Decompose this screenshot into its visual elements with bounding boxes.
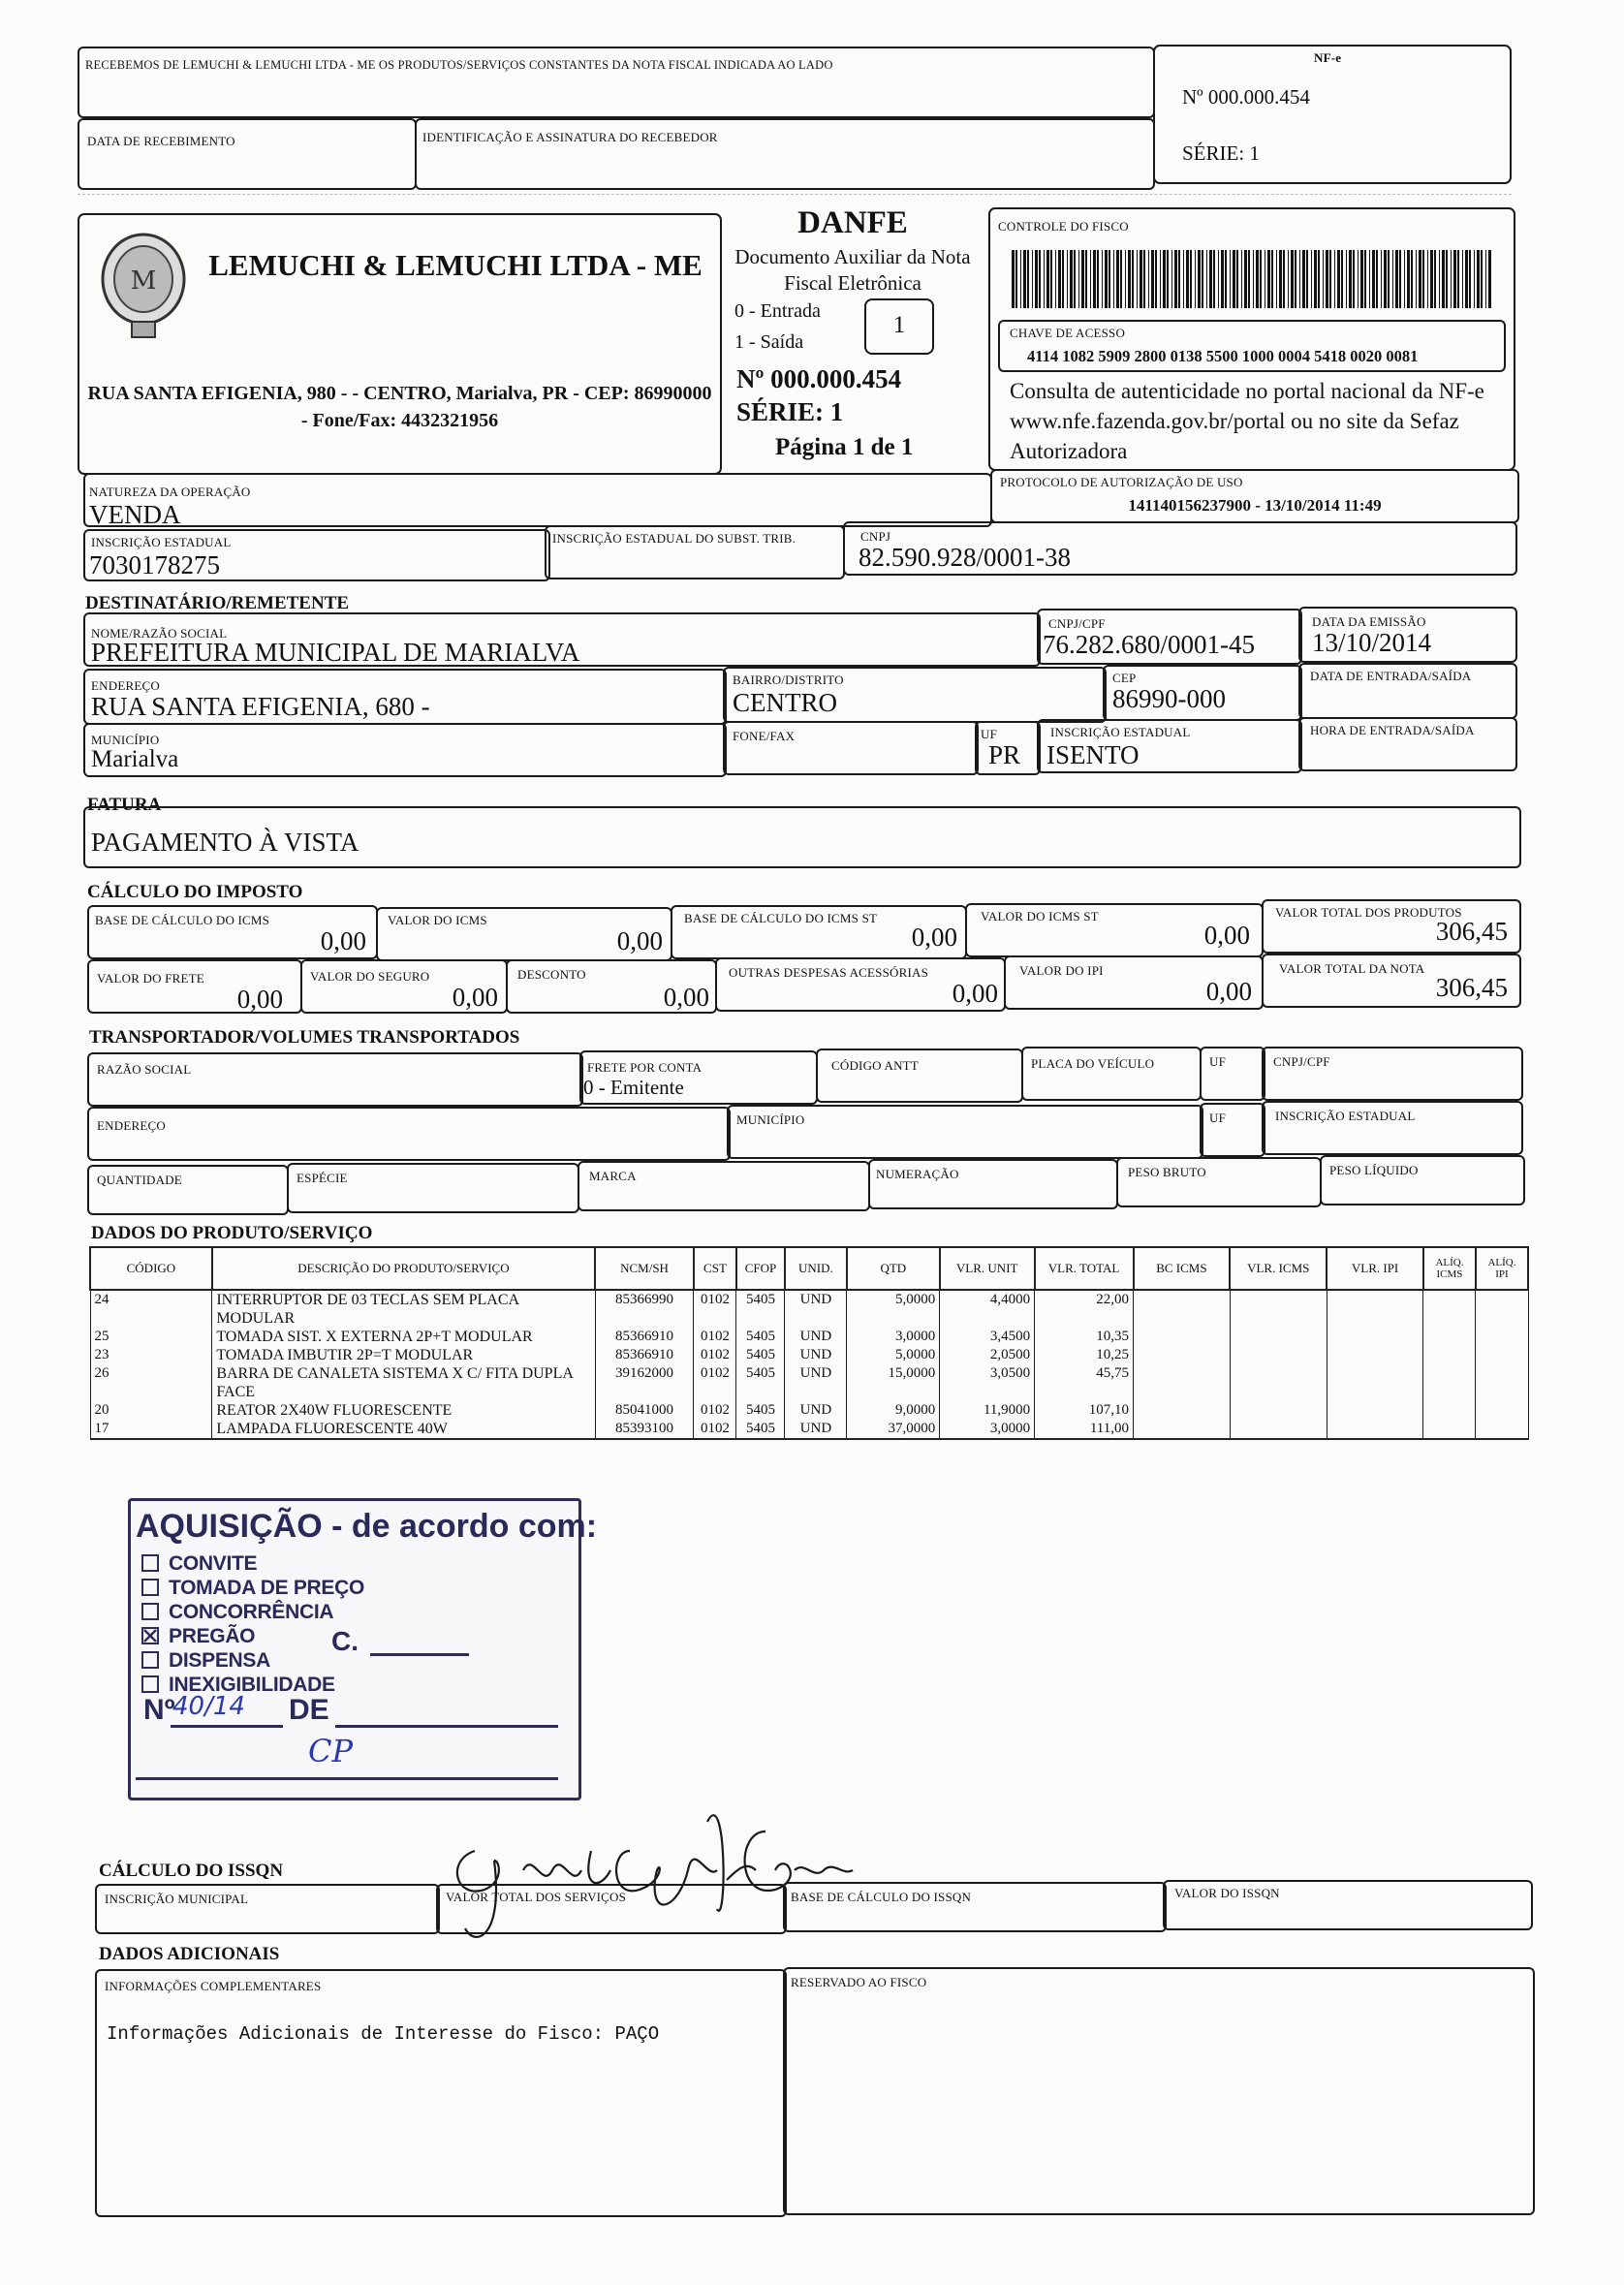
bc-st: 0,00	[911, 923, 957, 952]
cell-empty	[1476, 1401, 1528, 1420]
dest-uf-label: UF	[981, 727, 998, 741]
transp-razao-label: RAZÃO SOCIAL	[97, 1062, 192, 1077]
transp-razao-box	[87, 1052, 583, 1107]
table-row	[90, 1346, 1528, 1364]
natureza-valor: VENDA	[89, 500, 181, 529]
issqn-section: CÁLCULO DO ISSQN	[99, 1861, 284, 1881]
cell-cfop: 5405	[736, 1346, 785, 1364]
col-aliq-icms: ALÍQ. ICMS	[1423, 1247, 1476, 1290]
transp-numeracao-label: NUMERAÇÃO	[876, 1167, 959, 1181]
dest-cep: 86990-000	[1112, 684, 1226, 713]
col-descricao: DESCRIÇÃO DO PRODUTO/SERVIÇO	[212, 1247, 595, 1290]
transp-qtd-label: QUANTIDADE	[97, 1173, 182, 1187]
total-nota-label: VALOR TOTAL DA NOTA	[1279, 961, 1425, 976]
protocolo-label: PROTOCOLO DE AUTORIZAÇÃO DE USO	[1000, 475, 1243, 489]
imposto-section: CÁLCULO DO IMPOSTO	[87, 882, 303, 902]
cell-unid: UND	[785, 1364, 847, 1401]
total-prod: 306,45	[1435, 917, 1508, 946]
cell-empty	[1230, 1420, 1327, 1439]
col-vlr-ipi: VLR. IPI	[1327, 1247, 1423, 1290]
danfe-title: DANFE	[797, 205, 908, 240]
canhoto-data-box	[78, 118, 417, 190]
cell-codigo: 23	[90, 1346, 212, 1364]
cell-empty	[1230, 1401, 1327, 1420]
col-vlr-total: VLR. TOTAL	[1035, 1247, 1134, 1290]
total-prod-label: VALOR TOTAL DOS PRODUTOS	[1275, 905, 1462, 920]
issqn-servicos-label: VALOR TOTAL DOS SERVIÇOS	[446, 1890, 627, 1904]
bc-icms-label: BASE DE CÁLCULO DO ICMS	[95, 913, 270, 927]
transporte-section: TRANSPORTADOR/VOLUMES TRANSPORTADOS	[89, 1027, 520, 1048]
info-texto: Informações Adicionais de Interesse do Fisco: PAÇO	[107, 2023, 660, 2045]
table-row	[90, 1420, 1528, 1439]
cnpj-emit-label: CNPJ	[860, 529, 891, 544]
cell-empty	[1423, 1346, 1476, 1364]
transp-frete-label: FRETE POR CONTA	[587, 1060, 703, 1075]
frete: 0,00	[236, 985, 283, 1014]
cell-qtd: 5,0000	[847, 1346, 940, 1364]
desconto-label: DESCONTO	[517, 967, 586, 982]
dest-emissao: 13/10/2014	[1312, 628, 1432, 657]
cell-unit: 3,0000	[940, 1420, 1035, 1439]
cell-empty	[1423, 1364, 1476, 1401]
emitente-logo-icon	[99, 229, 188, 343]
cell-cst: 0102	[694, 1420, 736, 1439]
cell-descricao: TOMADA SIST. X EXTERNA 2P+T MODULAR	[212, 1328, 595, 1346]
cell-unid: UND	[785, 1290, 847, 1328]
cell-unid: UND	[785, 1420, 847, 1439]
transp-ie-label: INSCRIÇÃO ESTADUAL	[1275, 1109, 1416, 1123]
seguro-label: VALOR DO SEGURO	[310, 969, 430, 984]
col-cst: CST	[694, 1247, 736, 1290]
desconto: 0,00	[663, 983, 709, 1012]
table-row	[90, 1401, 1528, 1420]
canhoto-serie: SÉRIE: 1	[1182, 141, 1260, 165]
cell-unid: UND	[785, 1328, 847, 1346]
cell-ncm: 85393100	[595, 1420, 694, 1439]
canhoto-cut-line	[78, 194, 1512, 195]
transp-placa-label: PLACA DO VEÍCULO	[1031, 1056, 1155, 1071]
cell-descricao: TOMADA IMBUTIR 2P=T MODULAR	[212, 1346, 595, 1364]
transp-peso-bruto-label: PESO BRUTO	[1128, 1165, 1206, 1179]
bc-icms: 0,00	[320, 926, 366, 955]
chave-valor: 4114 1082 5909 2800 0138 5500 1000 0004 5418 0020 0081	[1027, 347, 1419, 365]
danfe-tipo: 1	[892, 312, 906, 338]
natureza-box	[83, 473, 992, 527]
transp-placa-box	[1021, 1047, 1202, 1101]
stamp-checkbox	[141, 1651, 159, 1669]
cell-cfop: 5405	[736, 1328, 785, 1346]
dest-uf: PR	[988, 740, 1021, 769]
stamp-option-label: PREGÃO	[169, 1625, 256, 1647]
transp-frete: 0 - Emitente	[583, 1076, 684, 1099]
cell-codigo: 24	[90, 1290, 212, 1328]
info-label: INFORMAÇÕES COMPLEMENTARES	[105, 1979, 322, 1993]
stamp-option-label: CONVITE	[169, 1552, 258, 1575]
dest-endereco: RUA SANTA EFIGENIA, 680 -	[91, 692, 430, 721]
canhoto-nfe-label: NF-e	[1314, 50, 1342, 65]
cell-empty	[1230, 1346, 1327, 1364]
produtos-table	[89, 1246, 1529, 1440]
col-codigo: CÓDIGO	[90, 1247, 212, 1290]
produtos-header-row	[90, 1247, 1528, 1290]
icms: 0,00	[616, 926, 663, 955]
ie-st-label: INSCRIÇÃO ESTADUAL DO SUBST. TRIB.	[552, 531, 796, 546]
cell-empty	[1134, 1401, 1231, 1420]
cell-empty	[1423, 1290, 1476, 1328]
info-box	[95, 1969, 787, 2217]
cell-empty	[1134, 1346, 1231, 1364]
cnpj-emit-valor: 82.590.928/0001-38	[859, 543, 1071, 572]
cell-qtd: 3,0000	[847, 1328, 940, 1346]
emitente-endereco: RUA SANTA EFIGENIA, 980 - - CENTRO, Marialva, PR - CEP: 86990000 - Fone/Fax: 4432321956	[87, 383, 712, 431]
cell-empty	[1476, 1420, 1528, 1439]
cell-cfop: 5405	[736, 1364, 785, 1401]
icms-st-label: VALOR DO ICMS ST	[981, 909, 1099, 923]
danfe-numero: Nº 000.000.454	[736, 364, 902, 393]
cell-ncm: 85366910	[595, 1328, 694, 1346]
fatura-texto: PAGAMENTO À VISTA	[91, 828, 359, 857]
cell-codigo: 26	[90, 1364, 212, 1401]
cell-cst: 0102	[694, 1346, 736, 1364]
stamp-rubrica: CP	[308, 1733, 354, 1769]
cell-cfop: 5405	[736, 1401, 785, 1420]
dest-entrada-label: DATA DE ENTRADA/SAÍDA	[1310, 669, 1472, 683]
stamp-option-label: INEXIGIBILIDADE	[169, 1674, 335, 1696]
transp-marca-label: MARCA	[589, 1169, 637, 1183]
cell-descricao: BARRA DE CANALETA SISTEMA X C/ FITA DUPLA FACE	[212, 1364, 595, 1401]
col-vlr-icms: VLR. ICMS	[1230, 1247, 1327, 1290]
cell-ncm: 85041000	[595, 1401, 694, 1420]
dest-endereco-label: ENDEREÇO	[91, 678, 160, 693]
cell-empty	[1327, 1346, 1423, 1364]
cell-total: 10,25	[1035, 1346, 1134, 1364]
transp-endereco-label: ENDEREÇO	[97, 1118, 166, 1133]
col-aliq-ipi: ALÍQ. IPI	[1476, 1247, 1528, 1290]
danfe-pagina: Página 1 de 1	[775, 434, 914, 460]
cell-empty	[1476, 1328, 1528, 1346]
cell-ncm: 39162000	[595, 1364, 694, 1401]
cell-descricao: REATOR 2X40W FLUORESCENTE	[212, 1401, 595, 1420]
bc-st-label: BASE DE CÁLCULO DO ICMS ST	[684, 911, 878, 925]
outras: 0,00	[952, 979, 998, 1008]
cell-empty	[1327, 1364, 1423, 1401]
cell-total: 107,10	[1035, 1401, 1134, 1420]
dest-nome: PREFEITURA MUNICIPAL DE MARIALVA	[91, 638, 580, 667]
danfe-entrada: 0 - Entrada	[734, 300, 821, 322]
transp-cnpj-label: CNPJ/CPF	[1273, 1054, 1330, 1069]
cell-codigo: 25	[90, 1328, 212, 1346]
dest-nome-label: NOME/RAZÃO SOCIAL	[91, 626, 228, 641]
cell-empty	[1230, 1290, 1327, 1328]
barcode-icon	[1012, 250, 1492, 308]
cell-cst: 0102	[694, 1328, 736, 1346]
stamp-option-label: DISPENSA	[169, 1649, 270, 1672]
cell-cst: 0102	[694, 1290, 736, 1328]
stamp-checkbox	[141, 1579, 159, 1596]
cell-empty	[1423, 1328, 1476, 1346]
cell-codigo: 20	[90, 1401, 212, 1420]
cell-descricao: INTERRUPTOR DE 03 TECLAS SEM PLACA MODULAR	[212, 1290, 595, 1328]
danfe-subtitle: Documento Auxiliar da Nota Fiscal Eletrônica	[734, 245, 971, 295]
stamp-checkbox	[141, 1554, 159, 1572]
cell-unit: 4,4000	[940, 1290, 1035, 1328]
stamp-c-line	[370, 1653, 469, 1656]
cell-ncm: 85366910	[595, 1346, 694, 1364]
stamp-checkbox	[141, 1675, 159, 1693]
table-row	[90, 1364, 1528, 1401]
reservado-label: RESERVADO AO FISCO	[791, 1975, 927, 1989]
fisco-consulta: Consulta de autenticidade no portal nacional da NF-e www.nfe.fazenda.gov.br/portal ou no site da Sefaz Autorizadora	[1010, 379, 1484, 463]
chave-label: CHAVE DE ACESSO	[1010, 326, 1126, 340]
cell-empty	[1134, 1364, 1231, 1401]
dest-municipio: Marialva	[91, 746, 179, 772]
emitente-nome: LEMUCHI & LEMUCHI LTDA - ME	[208, 248, 703, 282]
cell-unit: 3,4500	[940, 1328, 1035, 1346]
icms-label: VALOR DO ICMS	[388, 913, 487, 927]
dest-emissao-label: DATA DA EMISSÃO	[1312, 614, 1426, 629]
stamp-checkbox	[141, 1627, 159, 1644]
cell-cst: 0102	[694, 1364, 736, 1401]
dest-fone-label: FONE/FAX	[733, 729, 796, 743]
fatura-section: FATURA	[87, 795, 162, 815]
cell-empty	[1327, 1290, 1423, 1328]
stamp-option-label: TOMADA DE PREÇO	[169, 1577, 365, 1599]
issqn-valor-label: VALOR DO ISSQN	[1174, 1886, 1280, 1900]
dest-bairro-label: BAIRRO/DISTRITO	[733, 673, 844, 687]
cell-unit: 3,0500	[940, 1364, 1035, 1401]
cell-empty	[1327, 1420, 1423, 1439]
cell-descricao: LAMPADA FLUORESCENTE 40W	[212, 1420, 595, 1439]
cell-total: 22,00	[1035, 1290, 1134, 1328]
protocolo-valor: 141140156237900 - 13/10/2014 11:49	[1128, 496, 1382, 515]
cell-empty	[1134, 1290, 1231, 1328]
issqn-im-label: INSCRIÇÃO MUNICIPAL	[105, 1892, 249, 1906]
cell-empty	[1423, 1420, 1476, 1439]
stamp-de-label: DE	[289, 1694, 329, 1726]
cell-empty	[1327, 1401, 1423, 1420]
destinatario-section: DESTINATÁRIO/REMETENTE	[85, 593, 350, 613]
canhoto-data-label: DATA DE RECEBIMENTO	[87, 134, 235, 148]
stamp-titulo: AQUISIÇÃO - de acordo com:	[136, 1508, 598, 1545]
stamp-bottom-line	[136, 1777, 558, 1780]
cell-unit: 11,9000	[940, 1401, 1035, 1420]
stamp-checkbox	[141, 1603, 159, 1620]
total-nota: 306,45	[1435, 973, 1508, 1002]
col-vlr-unit: VLR. UNIT	[940, 1247, 1035, 1290]
transp-endereco-box	[87, 1107, 731, 1161]
natureza-label: NATUREZA DA OPERAÇÃO	[89, 485, 251, 499]
canhoto-recebemos-label: RECEBEMOS DE LEMUCHI & LEMUCHI LTDA - ME OS PRODUTOS/SERVIÇOS CONSTANTES DA NOTA FISCAL INDICADA AO LADO	[85, 58, 833, 72]
stamp-numero-line	[171, 1725, 283, 1728]
cell-empty	[1476, 1346, 1528, 1364]
cell-ncm: 85366990	[595, 1290, 694, 1328]
stamp-numero: 40/14	[172, 1692, 245, 1721]
col-bc-icms: BC ICMS	[1134, 1247, 1231, 1290]
cell-empty	[1327, 1328, 1423, 1346]
cell-qtd: 15,0000	[847, 1364, 940, 1401]
dest-bairro: CENTRO	[733, 688, 837, 717]
canhoto-numero: Nº 000.000.454	[1182, 85, 1310, 109]
transp-antt-box	[816, 1049, 1023, 1103]
transp-uf2-label: UF	[1209, 1111, 1227, 1125]
dest-ie-label: INSCRIÇÃO ESTADUAL	[1050, 725, 1191, 739]
stamp-date-line	[335, 1725, 558, 1728]
cell-cfop: 5405	[736, 1420, 785, 1439]
adicionais-section: DADOS ADICIONAIS	[99, 1944, 280, 1964]
col-unid: UNID.	[785, 1247, 847, 1290]
cell-empty	[1230, 1328, 1327, 1346]
cell-total: 10,35	[1035, 1328, 1134, 1346]
cell-empty	[1476, 1290, 1528, 1328]
cell-total: 111,00	[1035, 1420, 1134, 1439]
dest-cnpj: 76.282.680/0001-45	[1043, 630, 1255, 659]
issqn-bc-label: BASE DE CÁLCULO DO ISSQN	[791, 1890, 972, 1904]
cell-qtd: 5,0000	[847, 1290, 940, 1328]
stamp-c-label: C.	[331, 1626, 359, 1656]
reservado-box	[783, 1967, 1535, 2215]
col-ncm: NCM/SH	[595, 1247, 694, 1290]
transp-peso-liquido-label: PESO LÍQUIDO	[1329, 1163, 1419, 1177]
transp-municipio-label: MUNICÍPIO	[736, 1112, 805, 1127]
table-row	[90, 1328, 1528, 1346]
cell-cfop: 5405	[736, 1290, 785, 1328]
svg-text:M: M	[130, 266, 157, 296]
ipi-label: VALOR DO IPI	[1019, 963, 1104, 978]
cell-unit: 2,0500	[940, 1346, 1035, 1364]
cell-empty	[1230, 1364, 1327, 1401]
frete-label: VALOR DO FRETE	[97, 971, 204, 986]
produtos-section: DADOS DO PRODUTO/SERVIÇO	[91, 1223, 373, 1243]
fisco-controle-label: CONTROLE DO FISCO	[998, 219, 1129, 234]
danfe-saida: 1 - Saída	[734, 331, 804, 353]
dest-cep-label: CEP	[1112, 671, 1137, 685]
stamp-option-label: CONCORRÊNCIA	[169, 1601, 334, 1623]
transp-antt-label: CÓDIGO ANTT	[831, 1058, 919, 1073]
cell-cst: 0102	[694, 1401, 736, 1420]
dest-hora-label: HORA DE ENTRADA/SAÍDA	[1310, 723, 1475, 737]
cell-empty	[1476, 1364, 1528, 1401]
transp-especie-label: ESPÉCIE	[297, 1171, 348, 1185]
ipi: 0,00	[1205, 977, 1252, 1006]
stamp-numero-label: Nº	[143, 1694, 175, 1726]
dest-municipio-label: MUNICÍPIO	[91, 733, 160, 747]
dest-municipio-box	[83, 723, 727, 777]
cell-empty	[1423, 1401, 1476, 1420]
dest-ie: ISENTO	[1046, 740, 1140, 769]
cell-empty	[1134, 1420, 1231, 1439]
seguro: 0,00	[452, 983, 498, 1012]
canhoto-ident-label: IDENTIFICAÇÃO E ASSINATURA DO RECEBEDOR	[422, 130, 718, 144]
danfe-serie: SÉRIE: 1	[736, 397, 844, 426]
icms-st: 0,00	[1203, 921, 1250, 950]
cell-qtd: 9,0000	[847, 1401, 940, 1420]
table-row	[90, 1290, 1528, 1328]
dest-cnpj-label: CNPJ/CPF	[1048, 616, 1106, 631]
col-cfop: CFOP	[736, 1247, 785, 1290]
cell-unid: UND	[785, 1346, 847, 1364]
cell-unid: UND	[785, 1401, 847, 1420]
cell-empty	[1134, 1328, 1231, 1346]
ie-valor: 7030178275	[89, 550, 220, 579]
cell-qtd: 37,0000	[847, 1420, 940, 1439]
ie-label: INSCRIÇÃO ESTADUAL	[91, 535, 232, 549]
cell-total: 45,75	[1035, 1364, 1134, 1401]
transp-uf-label: UF	[1209, 1054, 1227, 1069]
col-qtd: QTD	[847, 1247, 940, 1290]
cell-codigo: 17	[90, 1420, 212, 1439]
outras-label: OUTRAS DESPESAS ACESSÓRIAS	[729, 965, 929, 980]
